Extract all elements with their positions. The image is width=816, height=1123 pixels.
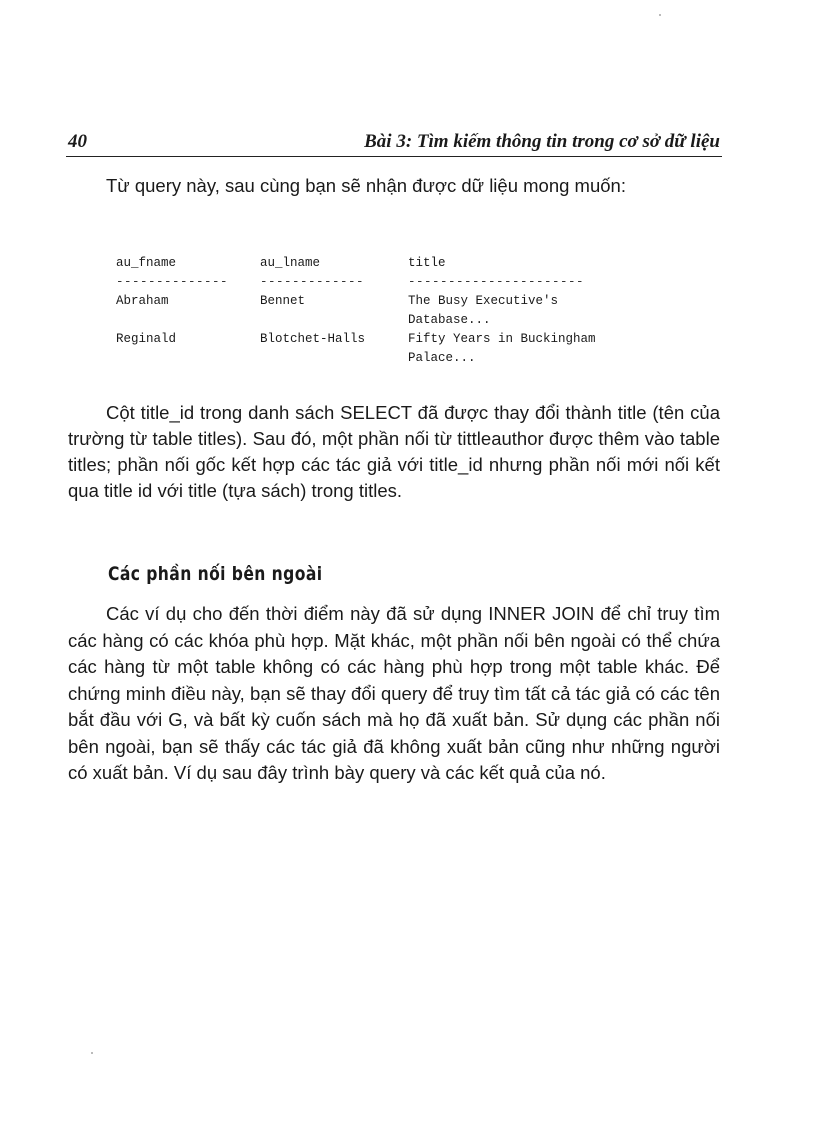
cell-au-fname: Abraham	[116, 294, 169, 308]
cell-title-line: Palace...	[408, 351, 476, 365]
page-number: 40	[68, 131, 87, 152]
header-rule	[66, 156, 722, 157]
cell-title-line: Database...	[408, 313, 491, 327]
table-row	[116, 330, 676, 368]
running-header	[68, 131, 720, 157]
section-paragraph: Các ví dụ cho đến thời điểm này đã sử dụng INNER JOIN để chỉ truy tìm các hàng có các khóa phù hợp. Mặt khác, một phần nối bên ngoài có thể chứa các hàng từ một table không có các hàng phù hợp trong một table khác. Để chứng minh điều này, bạn sẽ thay đổi query để truy tìm tất cả tác giả có các tên bắt đầu với G, và bất kỳ cuốn sách mà họ đã xuất bản. Sử dụng các phần nối bên ngoài, bạn sẽ thấy các tác giả đã không xuất bản cũng như những người có xuất bản. Ví dụ sau đây trình bày query và các kết quả của nó.	[68, 603, 720, 783]
cell-au-fname: Reginald	[116, 332, 177, 346]
cell-au-lname: Blotchet-Halls	[260, 332, 366, 346]
column-header-title: title	[408, 256, 446, 270]
chapter-title: Bài 3: Tìm kiếm thông tin trong cơ sở dữ liệu	[364, 131, 720, 152]
separator-title: ----------------------	[408, 275, 585, 289]
column-header-au-fname: au_fname	[116, 256, 177, 270]
cell-title-line: Fifty Years in Buckingham	[408, 332, 596, 346]
table-header-row	[116, 254, 676, 273]
scan-speck	[91, 1052, 93, 1054]
separator-au-lname: -------------	[260, 275, 365, 289]
cell-title-line: The Busy Executive's	[408, 294, 559, 308]
table-row	[116, 292, 676, 330]
separator-row	[116, 273, 676, 292]
cell-au-lname: Bennet	[260, 294, 306, 308]
cell-title	[408, 292, 676, 330]
separator-au-fname: --------------	[116, 275, 229, 289]
scan-speck	[659, 14, 661, 16]
intro-paragraph: Từ query này, sau cùng bạn sẽ nhận được dữ liệu mong muốn:	[106, 175, 626, 196]
explanation-paragraph: Cột title_id trong danh sách SELECT đã được thay đổi thành title (tên của trường từ table titles). Sau đó, một phần nối từ tittleauthor được thêm vào table titles; phần nối gốc kết hợp các tác giả với title_id nhưng phần nối mới nối kết qua title id với title (tựa sách) trong titles.	[68, 402, 720, 501]
section-heading: Các phần nối bên ngoài	[108, 563, 323, 585]
column-header-au-lname: au_lname	[260, 256, 321, 270]
cell-title	[408, 330, 676, 368]
query-result-table	[116, 254, 676, 368]
